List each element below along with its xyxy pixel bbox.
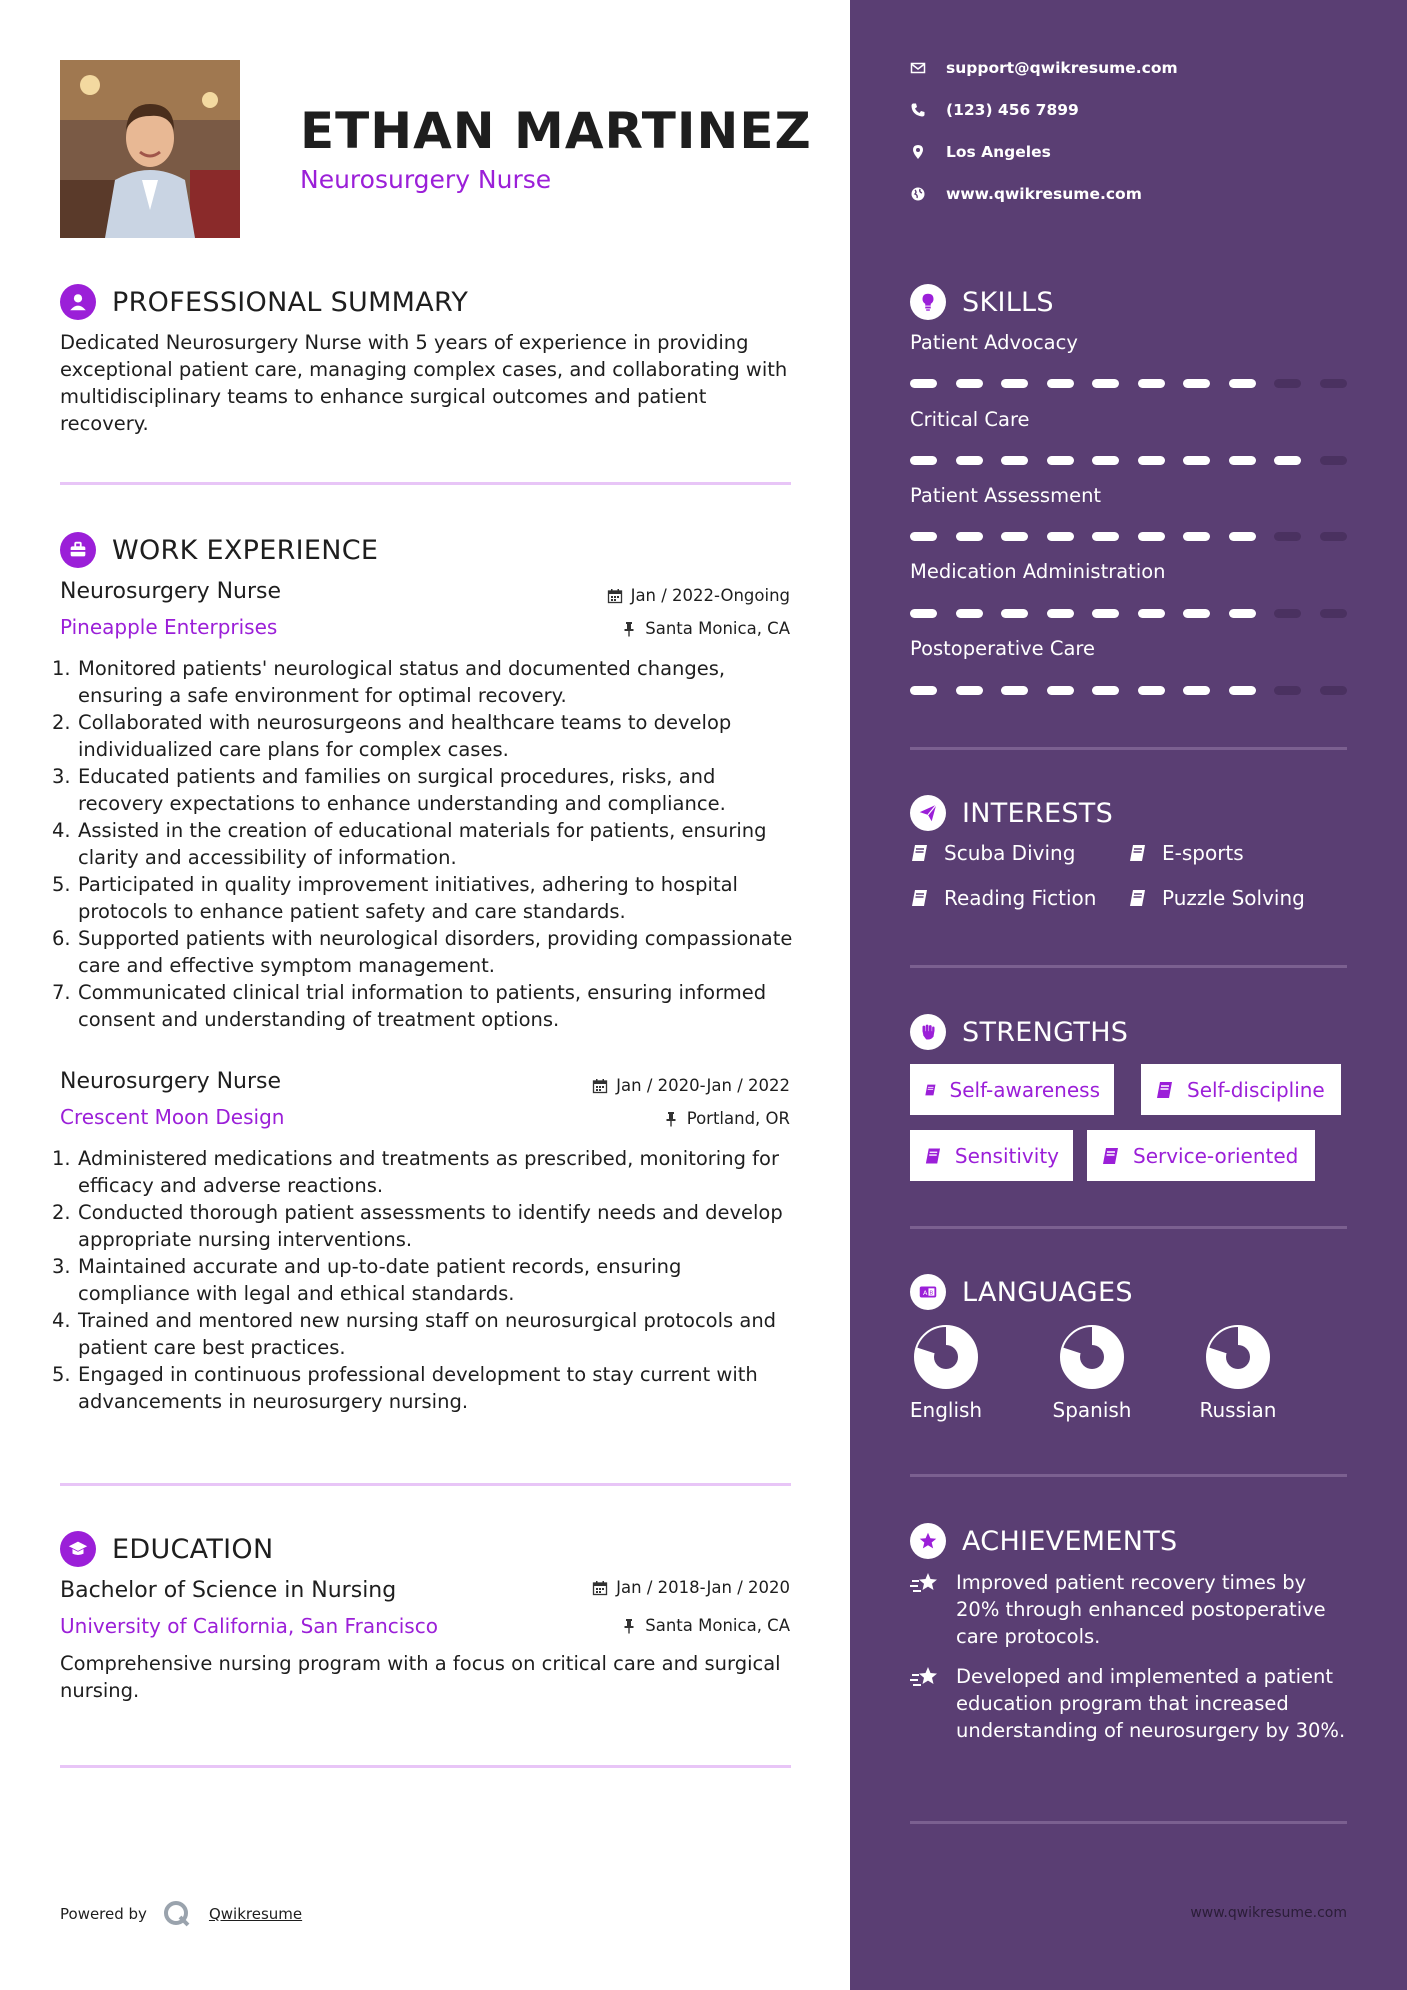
skill-segment bbox=[1320, 609, 1347, 618]
summary-title: PROFESSIONAL SUMMARY bbox=[112, 286, 469, 318]
candidate-name: ETHAN MARTINEZ bbox=[300, 102, 812, 160]
skill-segment bbox=[1047, 686, 1074, 695]
skill-segment bbox=[910, 609, 937, 618]
skill-segment bbox=[1001, 456, 1028, 465]
job-location bbox=[663, 1109, 790, 1128]
skill-segment bbox=[1320, 532, 1347, 541]
list-item: 2. Conducted thorough patient assessments to identify needs and develop appropriate nursing interventions. bbox=[52, 1201, 783, 1251]
job-date bbox=[592, 1076, 790, 1095]
skill-segment bbox=[1183, 609, 1210, 618]
job-duties bbox=[52, 655, 797, 1033]
skill-segment bbox=[1229, 609, 1256, 618]
strength-label: Sensitivity bbox=[954, 1143, 1059, 1168]
contact-website[interactable] bbox=[910, 185, 1142, 203]
skill-segment bbox=[956, 456, 983, 465]
list-item: 5. Participated in quality improvement initiatives, adhering to hospital protocols to enhance patient safety and care standards. bbox=[52, 873, 738, 923]
list-item: 3. Maintained accurate and up-to-date patient records, ensuring compliance with legal and ethical standards. bbox=[52, 1255, 682, 1305]
achievement-item bbox=[910, 1663, 1350, 1744]
experience-heading bbox=[60, 532, 378, 568]
skill-segment bbox=[910, 686, 937, 695]
summary-text: Dedicated Neurosurgery Nurse with 5 years of experience in providing exceptional patient care, managing complex cases, and collaborating with multidisciplinary teams to enhance surgical outcomes and patient recovery. bbox=[60, 331, 788, 435]
book-icon bbox=[924, 1080, 938, 1100]
experience-title: WORK EXPERIENCE bbox=[112, 534, 379, 566]
skill-segment bbox=[1001, 609, 1028, 618]
education-text: Comprehensive nursing program with a focus on critical care and surgical nursing. bbox=[60, 1652, 781, 1702]
interest-item bbox=[910, 886, 1096, 910]
job-title: Neurosurgery Nurse bbox=[60, 1069, 282, 1094]
contact-phone[interactable] bbox=[910, 101, 1079, 119]
pin-icon bbox=[621, 1618, 637, 1634]
language-ring bbox=[913, 1324, 979, 1390]
achievement-text: Developed and implemented a patient education program that increased understanding of neurosurgery by 30%. bbox=[956, 1665, 1346, 1742]
footer-url[interactable]: www.qwikresume.com bbox=[1190, 1905, 1347, 1921]
languages-heading bbox=[910, 1274, 1133, 1310]
shooting-star-icon bbox=[910, 1571, 940, 1597]
qwikresume-link[interactable]: Qwikresume bbox=[208, 1905, 303, 1923]
skill-segment bbox=[1229, 456, 1256, 465]
skill-segment bbox=[1274, 379, 1301, 388]
skill-name: Patient Advocacy bbox=[910, 331, 1078, 354]
book-icon bbox=[1128, 843, 1148, 863]
divider bbox=[60, 1765, 791, 1768]
skills-title: SKILLS bbox=[962, 286, 1054, 318]
strengths-title: STRENGTHS bbox=[962, 1016, 1129, 1048]
envelope-icon bbox=[910, 60, 926, 76]
skill-bar bbox=[910, 379, 1365, 388]
divider bbox=[60, 482, 791, 485]
calendar-icon bbox=[592, 1580, 608, 1596]
svg-text:A: A bbox=[922, 1288, 928, 1297]
strength-label: Self-awareness bbox=[949, 1077, 1100, 1102]
strength-chip bbox=[910, 1130, 1073, 1181]
skill-segment bbox=[1183, 456, 1210, 465]
contact-email[interactable] bbox=[910, 59, 1178, 77]
graduation-icon bbox=[60, 1531, 96, 1567]
book-icon bbox=[1128, 888, 1148, 908]
education-date-text: Jan / 2018-Jan / 2020 bbox=[616, 1578, 790, 1597]
language-ring bbox=[1059, 1324, 1125, 1390]
list-item: 4. Trained and mentored new nursing staff on neurosurgical protocols and patient care best practices. bbox=[52, 1309, 777, 1359]
language-label: Spanish bbox=[1052, 1398, 1132, 1422]
language-label: English bbox=[909, 1398, 983, 1422]
fist-icon bbox=[910, 1014, 946, 1050]
education-location bbox=[621, 1616, 790, 1635]
list-item: 4. Assisted in the creation of educational materials for patients, ensuring clarity and accessibility of information. bbox=[52, 819, 767, 869]
list-item: 1. Monitored patients' neurological status and documented changes, ensuring a safe environment for optimal recovery. bbox=[52, 657, 726, 707]
language-item bbox=[896, 1324, 996, 1422]
svg-text:B: B bbox=[929, 1290, 934, 1297]
degree: Bachelor of Science in Nursing bbox=[60, 1578, 397, 1603]
interest-item bbox=[1128, 841, 1244, 865]
skill-segment bbox=[1229, 379, 1256, 388]
job-location bbox=[621, 619, 790, 638]
interest-label: Reading Fiction bbox=[944, 886, 1097, 910]
skill-segment bbox=[1320, 456, 1347, 465]
translate-icon bbox=[910, 1274, 946, 1310]
qwikresume-logo-icon bbox=[163, 1900, 191, 1928]
contact-phone-text: (123) 456 7899 bbox=[946, 101, 1079, 119]
skill-segment bbox=[1047, 456, 1074, 465]
achievements-heading bbox=[910, 1523, 1178, 1559]
skill-segment bbox=[1047, 532, 1074, 541]
divider bbox=[60, 1483, 791, 1486]
strength-chip bbox=[1141, 1064, 1341, 1115]
map-marker-icon bbox=[910, 144, 926, 160]
education-title: EDUCATION bbox=[112, 1533, 274, 1565]
divider bbox=[910, 1474, 1347, 1477]
globe-icon bbox=[910, 186, 926, 202]
interest-label: Scuba Diving bbox=[944, 841, 1076, 865]
skills-heading bbox=[910, 284, 1054, 320]
phone-icon bbox=[910, 102, 926, 118]
paper-plane-icon bbox=[910, 795, 946, 831]
education-date bbox=[592, 1578, 790, 1597]
language-label: Russian bbox=[1199, 1398, 1277, 1422]
strength-label: Service-oriented bbox=[1133, 1143, 1299, 1168]
achievements-title: ACHIEVEMENTS bbox=[962, 1525, 1178, 1557]
skill-name: Postoperative Care bbox=[910, 637, 1096, 660]
job-date-text: Jan / 2020-Jan / 2022 bbox=[616, 1076, 790, 1095]
skill-name: Patient Assessment bbox=[910, 484, 1102, 507]
skill-segment bbox=[910, 379, 937, 388]
education-location-text: Santa Monica, CA bbox=[645, 1616, 790, 1635]
skill-segment bbox=[1320, 379, 1347, 388]
skill-bar bbox=[910, 532, 1365, 541]
skill-segment bbox=[1229, 532, 1256, 541]
book-icon bbox=[1155, 1080, 1175, 1100]
book-icon bbox=[910, 888, 930, 908]
pin-icon bbox=[621, 621, 637, 637]
skill-segment bbox=[1229, 686, 1256, 695]
skill-segment bbox=[1138, 609, 1165, 618]
skill-segment bbox=[1047, 379, 1074, 388]
book-icon bbox=[910, 843, 930, 863]
job-location-text: Santa Monica, CA bbox=[645, 619, 790, 638]
skill-segment bbox=[1274, 609, 1301, 618]
skill-segment bbox=[1274, 456, 1301, 465]
skill-segment bbox=[956, 609, 983, 618]
job-title: Neurosurgery Nurse bbox=[60, 579, 282, 604]
achievement-item bbox=[910, 1569, 1350, 1650]
book-icon bbox=[924, 1146, 943, 1166]
interests-heading bbox=[910, 795, 1113, 831]
interest-item bbox=[910, 841, 1075, 865]
contact-location bbox=[910, 143, 1051, 161]
skill-name: Critical Care bbox=[910, 408, 1030, 431]
contact-location-text: Los Angeles bbox=[946, 143, 1051, 161]
interest-item bbox=[1128, 886, 1305, 910]
job-date-text: Jan / 2022-Ongoing bbox=[630, 586, 790, 605]
skill-segment bbox=[910, 456, 937, 465]
achievement-text: Improved patient recovery times by 20% through enhanced postoperative care protocols. bbox=[956, 1571, 1326, 1648]
calendar-icon bbox=[592, 1078, 608, 1094]
skill-segment bbox=[1183, 532, 1210, 541]
skill-segment bbox=[1183, 379, 1210, 388]
list-item: 2. Collaborated with neurosurgeons and healthcare teams to develop individualized care plans for complex cases. bbox=[52, 711, 732, 761]
user-icon bbox=[60, 284, 96, 320]
skill-bar bbox=[910, 686, 1365, 695]
skill-bar bbox=[910, 456, 1365, 465]
job-company: Pineapple Enterprises bbox=[60, 615, 278, 639]
skill-segment bbox=[1092, 379, 1119, 388]
strength-chip bbox=[1087, 1130, 1315, 1181]
skill-segment bbox=[910, 532, 937, 541]
strength-label: Self-discipline bbox=[1187, 1077, 1325, 1102]
summary-heading bbox=[60, 284, 468, 320]
job-date bbox=[607, 586, 790, 605]
book-icon bbox=[1101, 1146, 1121, 1166]
pin-icon bbox=[663, 1111, 679, 1127]
language-item bbox=[1042, 1324, 1142, 1422]
skill-segment bbox=[956, 379, 983, 388]
skill-segment bbox=[1138, 379, 1165, 388]
footer-powered bbox=[60, 1900, 302, 1928]
lightbulb-icon bbox=[910, 284, 946, 320]
list-item: 6. Supported patients with neurological disorders, providing compassionate care and effective symptom management. bbox=[52, 927, 793, 977]
candidate-role: Neurosurgery Nurse bbox=[300, 165, 552, 194]
list-item: 3. Educated patients and families on surgical procedures, risks, and recovery expectations to enhance understanding and compliance. bbox=[52, 765, 726, 815]
school: University of California, San Francisco bbox=[60, 1614, 438, 1638]
divider bbox=[910, 965, 1347, 968]
strength-chip bbox=[910, 1064, 1114, 1115]
star-badge-icon bbox=[910, 1523, 946, 1559]
skill-segment bbox=[1001, 532, 1028, 541]
skill-segment bbox=[1274, 686, 1301, 695]
skill-segment bbox=[1001, 686, 1028, 695]
list-item: 1. Administered medications and treatments as prescribed, monitoring for efficacy and adverse reactions. bbox=[52, 1147, 779, 1197]
language-item bbox=[1188, 1324, 1288, 1422]
skill-segment bbox=[1138, 686, 1165, 695]
skill-segment bbox=[1001, 379, 1028, 388]
calendar-icon bbox=[607, 588, 623, 604]
job-company: Crescent Moon Design bbox=[60, 1105, 285, 1129]
languages-title: LANGUAGES bbox=[962, 1276, 1133, 1308]
job-duties bbox=[52, 1145, 797, 1415]
strengths-heading bbox=[910, 1014, 1128, 1050]
list-item: 7. Communicated clinical trial information to patients, ensuring informed consent and understanding of treatment options. bbox=[52, 981, 767, 1031]
sidebar bbox=[850, 0, 1407, 1990]
language-ring bbox=[1205, 1324, 1271, 1390]
contact-email-text: support@qwikresume.com bbox=[946, 59, 1178, 77]
shooting-star-icon bbox=[910, 1665, 940, 1691]
briefcase-icon bbox=[60, 532, 96, 568]
skill-segment bbox=[956, 532, 983, 541]
divider bbox=[910, 1821, 1347, 1824]
job-location-text: Portland, OR bbox=[686, 1109, 790, 1128]
skill-bar bbox=[910, 609, 1365, 618]
skill-segment bbox=[1320, 686, 1347, 695]
skill-segment bbox=[1092, 609, 1119, 618]
skill-segment bbox=[1183, 686, 1210, 695]
skill-segment bbox=[956, 686, 983, 695]
skill-segment bbox=[1274, 532, 1301, 541]
contact-website-text: www.qwikresume.com bbox=[946, 185, 1142, 203]
interest-label: E-sports bbox=[1162, 841, 1244, 865]
skill-segment bbox=[1092, 686, 1119, 695]
powered-by-text: Powered by bbox=[60, 1905, 147, 1923]
list-item: 5. Engaged in continuous professional development to stay current with advancements in neurosurgery nursing. bbox=[52, 1363, 758, 1413]
skill-name: Medication Administration bbox=[910, 560, 1166, 583]
interests-title: INTERESTS bbox=[962, 797, 1114, 829]
education-heading bbox=[60, 1531, 273, 1567]
divider bbox=[910, 1226, 1347, 1229]
skill-segment bbox=[1092, 456, 1119, 465]
skill-segment bbox=[1138, 532, 1165, 541]
skill-segment bbox=[1092, 532, 1119, 541]
interest-label: Puzzle Solving bbox=[1162, 886, 1305, 910]
skill-segment bbox=[1138, 456, 1165, 465]
profile-photo bbox=[60, 60, 240, 238]
skill-segment bbox=[1047, 609, 1074, 618]
divider bbox=[910, 747, 1347, 750]
